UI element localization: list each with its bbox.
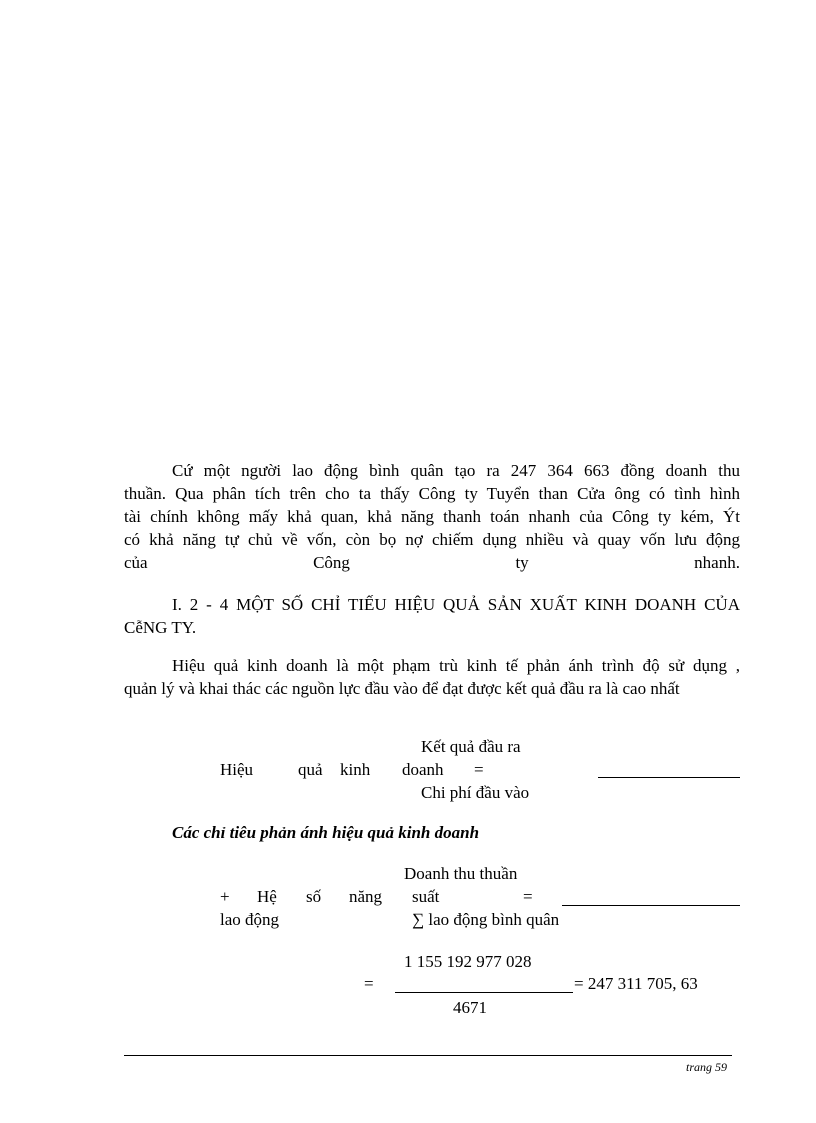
formula-1-word: Hiệu — [220, 760, 254, 779]
page-number: trang 59 — [686, 1060, 728, 1074]
formula-1-word: doanh — [402, 760, 444, 779]
fraction-bar — [395, 992, 573, 993]
section-heading-line-1: I. 2 - 4 MỘT SỐ CHỈ TIẾU HIỆU QUẢ SẢN XUẤT KINH DOANH CỦA — [172, 595, 740, 614]
word: Công — [313, 553, 350, 572]
formula-2-word-line2: lao động — [220, 910, 280, 929]
word: nhanh. — [694, 553, 740, 572]
formula-2-equals: = — [523, 887, 533, 906]
formula-1-word: kinh — [340, 760, 371, 779]
paragraph-1-line: có khả năng tự chủ về vốn, còn bọ nợ chiếm dụng nhiều và quay vốn lưu động — [124, 530, 740, 549]
formula-1-equals: = — [474, 760, 484, 779]
fraction-bar — [562, 905, 740, 906]
formula-2-word: + — [220, 887, 230, 906]
formula-2-numerator: Doanh thu thuần — [404, 864, 518, 883]
formula-3-equals: = — [364, 974, 374, 993]
paragraph-2-line-2: quản lý và khai thác các nguồn lực đầu vào để đạt được kết quả đầu ra là cao nhất — [124, 679, 680, 698]
formula-3-denominator: 4671 — [453, 998, 487, 1017]
formula-2-word: năng — [349, 887, 383, 906]
formula-2-denominator: ∑ lao động bình quân — [412, 910, 560, 929]
fraction-bar — [598, 777, 740, 778]
formula-2-word: số — [306, 887, 322, 906]
word: của — [124, 553, 148, 572]
paragraph-1 — [124, 459, 740, 574]
formula-1-numerator: Kết quả đầu ra — [421, 737, 521, 756]
formula-3-result: = 247 311 705, 63 — [574, 974, 698, 993]
paragraph-1-last-line — [124, 551, 740, 574]
section-heading-line-2: CễNG TY. — [124, 618, 197, 637]
formula-1-denominator: Chi phí đầu vào — [421, 783, 530, 802]
subheading: Các chỉ tiêu phản ánh hiệu quả kinh doanh — [172, 823, 480, 842]
formula-1-word: quả — [298, 760, 323, 779]
footer-rule — [124, 1055, 732, 1056]
formula-2-word: suất — [412, 887, 440, 906]
formula-2-word: Hệ — [257, 887, 277, 906]
paragraph-1-line: Cứ một người lao động bình quân tạo ra 247 364 663 đồng doanh thu — [172, 461, 740, 480]
paragraph-1-line: thuần. Qua phân tích trên cho ta thấy Công ty Tuyển than Cửa ông có tình hình — [124, 484, 740, 503]
paragraph-2-line-1: Hiệu quả kinh doanh là một phạm trù kinh tế phản ánh trình độ sử dụng , — [172, 656, 740, 675]
formula-3-numerator: 1 155 192 977 028 — [404, 952, 532, 971]
word: ty — [515, 553, 529, 572]
paragraph-2 — [124, 654, 740, 700]
section-heading — [124, 593, 740, 639]
paragraph-1-line: tài chính không mấy khả quan, khả năng thanh toán nhanh của Công ty kém, Ýt — [124, 507, 740, 526]
